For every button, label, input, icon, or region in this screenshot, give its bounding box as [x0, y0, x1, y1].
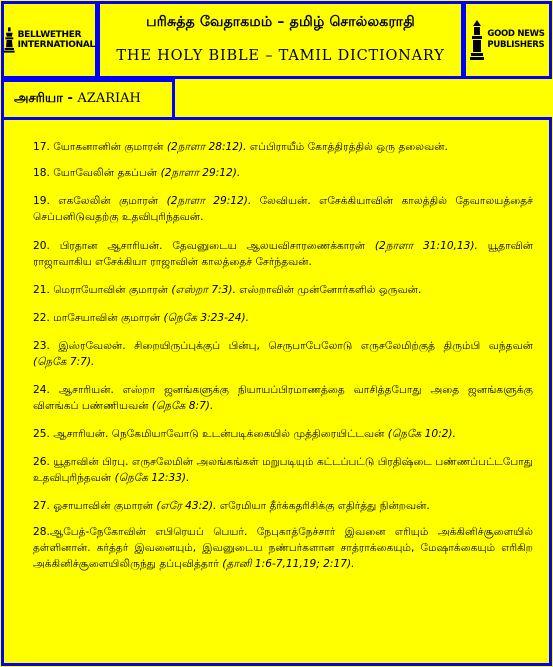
logo-left-line2: INTERNATIONAL	[17, 40, 95, 50]
item-text: இஸ்ரவேலன். சிறையிருப்புக்குப் பின்பு, செருபாபேலோடு எருசலேமிற்குத் திரும்பி வந்தவன்	[58, 340, 533, 352]
definition-item	[33, 524, 533, 572]
definition-item	[33, 310, 533, 326]
item-rest: எப்பிராயீம் கோத்திரத்தில் ஒரு தலைவன்.	[249, 141, 448, 153]
item-text: யோகனானின் குமாரன்	[53, 141, 164, 153]
entry-title-english: AZARIAH	[77, 91, 141, 106]
item-number: 25.	[33, 428, 50, 440]
definition-item	[33, 454, 533, 486]
item-number: 26.	[33, 456, 50, 468]
logo-left-text	[18, 30, 95, 50]
scripture-reference: (நெகே 8:7).	[151, 400, 214, 412]
scripture-reference: (2நாளா 28:12).	[166, 141, 247, 153]
logo-good-news	[463, 1, 552, 79]
item-text: ஆசாரியன். நெகேமியாவோடு உடன்படிக்கையில் முத்திரையிட்டவன்	[53, 428, 385, 440]
item-number: 19.	[33, 195, 50, 207]
logo-bellwether	[1, 1, 98, 79]
item-text: ஆசாரியன். எஸ்றா ஜனங்களுக்கு நியாயப்பிரமாணத்தை வாசித்தபோது அதை ஜனங்களுக்கு விளங்கப் பண்ணியவன்	[33, 384, 533, 412]
item-text: மெராயோவின் குமாரன்	[53, 284, 169, 296]
definition-list	[33, 128, 533, 572]
scripture-reference: (எரே 43:2).	[156, 500, 217, 512]
entry-title-tamil: அசரியா	[14, 91, 63, 106]
scripture-reference: (2நாளா 29:12).	[160, 167, 241, 179]
scripture-reference: (2நாளா 31:10,13).	[374, 240, 478, 252]
definition-item	[33, 282, 533, 298]
logo-left-line1: BELLWETHER	[17, 30, 82, 40]
item-number: 24.	[33, 384, 50, 396]
bell-tower-icon	[4, 21, 15, 59]
definition-item	[33, 139, 533, 155]
entry-title	[14, 91, 141, 107]
item-text: யூதாவின் பிரபு. எருசலேமின் அலங்கங்கள் மறுபடியும் கட்டப்பட்டு பிரதிஷ்டை பண்ணப்பட்டபோது உதவிபுரிந்தவன்	[33, 456, 533, 484]
item-number: 17.	[33, 141, 50, 153]
definition-item	[33, 382, 533, 414]
item-number: 22.	[33, 312, 50, 324]
item-text: ஓசாயாவின் குமாரன்	[53, 500, 153, 512]
item-number: 21.	[33, 284, 50, 296]
scripture-reference: (நெகே 10:2).	[387, 428, 456, 440]
entry-title-box	[1, 79, 175, 120]
definition-item	[33, 165, 533, 181]
definition-item	[33, 238, 533, 270]
item-rest: எஸ்றாவின் முன்னோர்களில் ஒருவன்.	[239, 284, 422, 296]
dictionary-header	[97, 1, 464, 79]
item-rest: எரேமியா தீர்க்கதரிசிக்கு எதிர்த்து நின்றவன்.	[219, 500, 430, 512]
definition-item	[33, 338, 533, 370]
item-number: 27.	[33, 500, 50, 512]
scripture-reference: (2நாளா 29:12).	[166, 195, 252, 207]
logo-right-text	[487, 29, 544, 51]
item-number: 18.	[33, 167, 50, 179]
definition-item	[33, 498, 533, 514]
item-text: யோவேலின் தகப்பன்	[53, 167, 158, 179]
scripture-reference: (தானி 1:6-7,11,19; 2:17).	[222, 558, 355, 570]
item-rest: லேவியன். எசேக்கியாவின் காலத்தில் தேவாலயத்தைச் செப்பனிடுவதற்கு உதவிபுரிந்தவன்.	[33, 195, 534, 223]
logo-right-line2: PUBLISHERS	[487, 40, 545, 50]
scripture-reference: (எஸ்றா 7:3).	[171, 284, 236, 296]
item-text: ஆபேத்-நேகோவின் எபிரெயப் பெயர். நேபுகாத்நேச்சார் இவனை எரியும் அக்கினிச்சூளையில் தள்ளினான். கர்த்தர் இவனையும், இவனுடைய நண்பர்களான சாத்ராக்கையும், மேஷாக்கையும் எரிகிற அக்கினிச்சூளையிலிருந்து தப்புவித்தார்	[33, 526, 533, 570]
item-number: 23.	[33, 340, 50, 352]
item-number: 20.	[33, 240, 50, 252]
header-title-tamil: பரிசுத்த வேதாகமம் – தமிழ் சொல்லகராதி	[146, 14, 415, 30]
item-text: பிரதான ஆசாரியன். தேவனுடைய ஆலயவிசாரணைக்காரன்	[59, 240, 366, 252]
scripture-reference: (நெகே 12:33).	[114, 472, 190, 484]
definition-item	[33, 193, 533, 225]
definition-content	[1, 117, 552, 666]
item-text: மாசேயாவின் குமாரன்	[53, 312, 161, 324]
item-text: எகலேலின் குமாரன்	[58, 195, 159, 207]
header-title-english: THE HOLY BIBLE – TAMIL DICTIONARY	[116, 48, 445, 64]
item-number: 28.	[33, 526, 50, 538]
scripture-reference: (நெகே 3:23-24).	[163, 312, 249, 324]
item-rest: யூதாவின் ராஜாவாகிய எசேக்கியா ராஜாவின் காலத்தைச் சேர்ந்தவன்.	[33, 240, 533, 268]
definition-item	[33, 426, 533, 442]
logo-right-line1: GOOD NEWS	[487, 29, 545, 39]
tower-icon	[470, 20, 484, 60]
scripture-reference: (நெகே 7:7).	[33, 356, 95, 368]
entry-title-separator: -	[62, 91, 78, 106]
